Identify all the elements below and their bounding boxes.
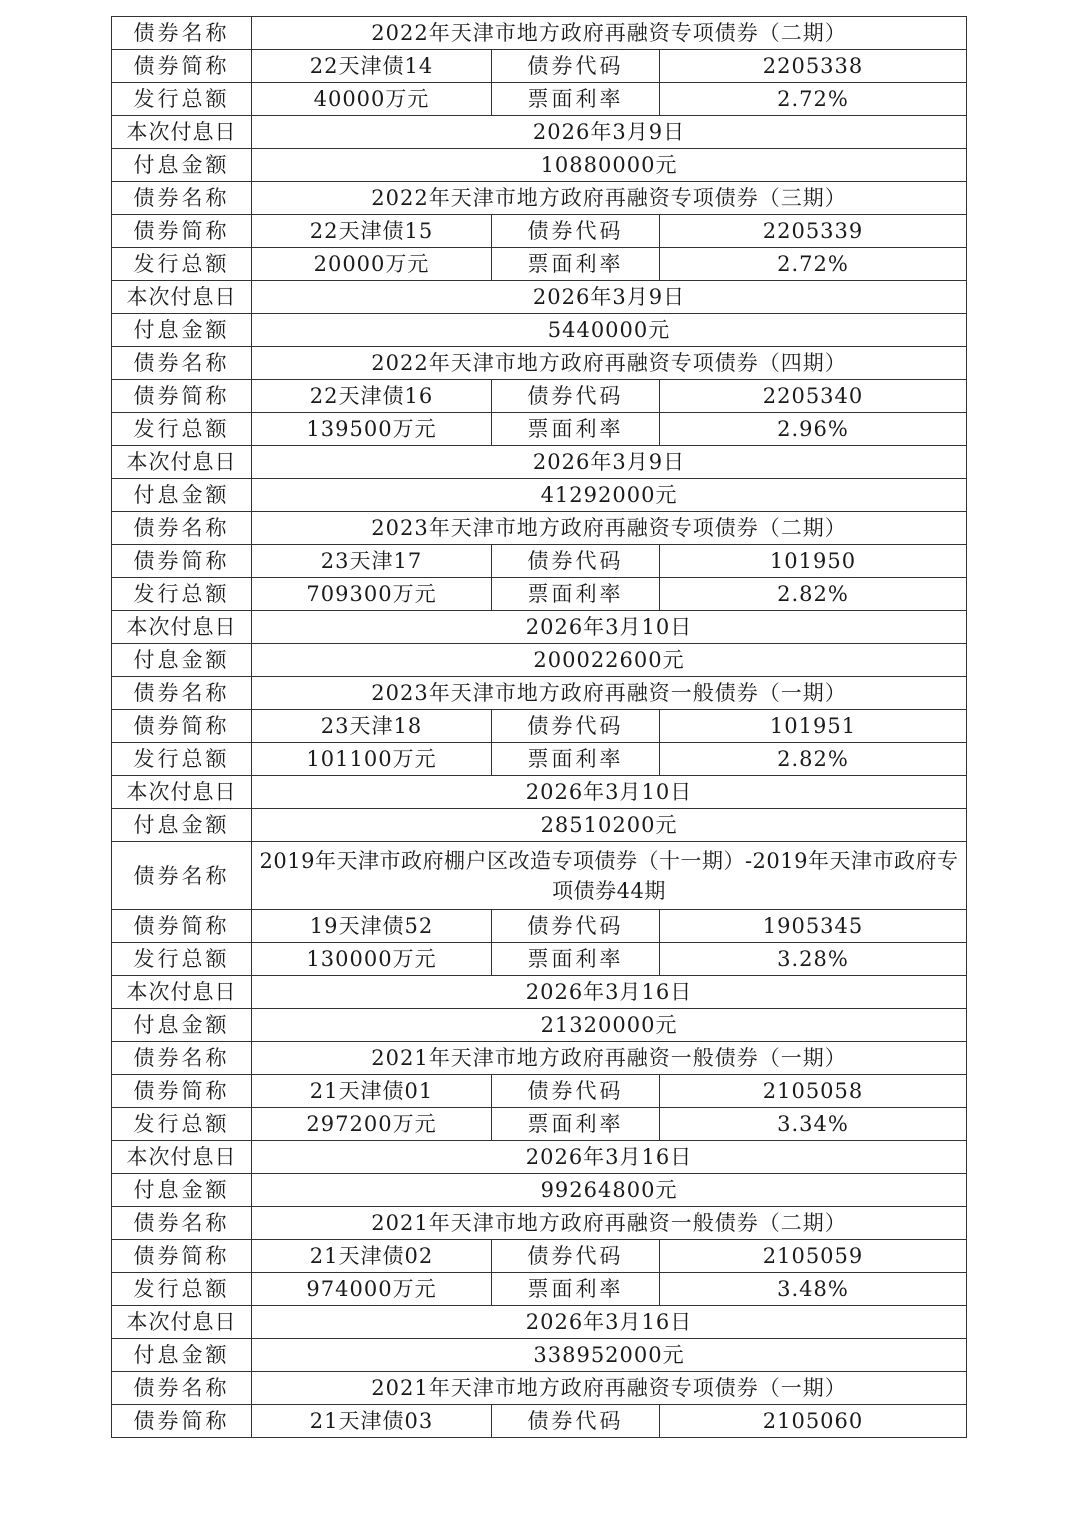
bond-3-short-row	[112, 380, 967, 413]
interest-amount: 5440000元	[252, 314, 967, 347]
issue-total-label: 发行总额	[112, 943, 252, 976]
issue-total-label: 发行总额	[112, 83, 252, 116]
bond-5-short-row	[112, 710, 967, 743]
bond-short-label: 债券简称	[112, 50, 252, 83]
bond-name: 2021年天津市地方政府再融资一般债券（一期）	[252, 1042, 967, 1075]
bond-short-name: 21天津债02	[252, 1240, 492, 1273]
payment-date: 2026年3月16日	[252, 1141, 967, 1174]
interest-amount-label: 付息金额	[112, 1174, 252, 1207]
coupon-rate: 2.72%	[660, 83, 967, 116]
bond-name: 2023年天津市地方政府再融资专项债券（二期）	[252, 512, 967, 545]
coupon-rate: 3.48%	[660, 1273, 967, 1306]
bond-4-total-row	[112, 578, 967, 611]
bond-name-label: 债券名称	[112, 17, 252, 50]
interest-amount-label: 付息金额	[112, 479, 252, 512]
bond-8-name-row	[112, 1207, 967, 1240]
bond-code-label: 债券代码	[492, 1405, 660, 1438]
payment-date: 2026年3月9日	[252, 116, 967, 149]
bond-short-name: 22天津债15	[252, 215, 492, 248]
payment-date: 2026年3月16日	[252, 1306, 967, 1339]
bond-short-label: 债券简称	[112, 910, 252, 943]
bond-9-short-row	[112, 1405, 967, 1438]
interest-amount-label: 付息金额	[112, 149, 252, 182]
bond-9-name-row	[112, 1372, 967, 1405]
issue-total: 297200万元	[252, 1108, 492, 1141]
issue-total: 20000万元	[252, 248, 492, 281]
issue-total: 40000万元	[252, 83, 492, 116]
bond-6-short-row	[112, 910, 967, 943]
interest-amount: 200022600元	[252, 644, 967, 677]
bond-4-date-row	[112, 611, 967, 644]
bond-4-short-row	[112, 545, 967, 578]
coupon-rate: 2.82%	[660, 578, 967, 611]
issue-total-label: 发行总额	[112, 1273, 252, 1306]
bond-short-name: 19天津债52	[252, 910, 492, 943]
bond-short-label: 债券简称	[112, 1405, 252, 1438]
bond-6-amount-row	[112, 1009, 967, 1042]
bond-interest-table	[111, 16, 967, 1438]
coupon-rate-label: 票面利率	[492, 578, 660, 611]
bond-1-date-row	[112, 116, 967, 149]
bond-short-label: 债券简称	[112, 545, 252, 578]
payment-date: 2026年3月10日	[252, 776, 967, 809]
payment-date: 2026年3月9日	[252, 281, 967, 314]
bond-code: 2105060	[660, 1405, 967, 1438]
payment-date-label: 本次付息日	[112, 281, 252, 314]
bond-short-name: 22天津债16	[252, 380, 492, 413]
bond-code: 2205338	[660, 50, 967, 83]
bond-code: 2205340	[660, 380, 967, 413]
bond-code-label: 债券代码	[492, 910, 660, 943]
bond-name-label: 债券名称	[112, 1372, 252, 1405]
bond-name-label: 债券名称	[112, 1042, 252, 1075]
bond-code-label: 债券代码	[492, 710, 660, 743]
bond-3-date-row	[112, 446, 967, 479]
bond-short-name: 23天津18	[252, 710, 492, 743]
bond-name: 2022年天津市地方政府再融资专项债券（四期）	[252, 347, 967, 380]
interest-amount: 99264800元	[252, 1174, 967, 1207]
coupon-rate-label: 票面利率	[492, 943, 660, 976]
coupon-rate: 2.96%	[660, 413, 967, 446]
bond-6-total-row	[112, 943, 967, 976]
coupon-rate: 2.72%	[660, 248, 967, 281]
coupon-rate-label: 票面利率	[492, 1108, 660, 1141]
bond-code: 101951	[660, 710, 967, 743]
bond-short-label: 债券简称	[112, 380, 252, 413]
bond-7-amount-row	[112, 1174, 967, 1207]
bond-8-date-row	[112, 1306, 967, 1339]
interest-amount: 10880000元	[252, 149, 967, 182]
bond-short-name: 21天津债01	[252, 1075, 492, 1108]
bond-4-amount-row	[112, 644, 967, 677]
payment-date-label: 本次付息日	[112, 1141, 252, 1174]
issue-total: 130000万元	[252, 943, 492, 976]
bond-1-name-row	[112, 17, 967, 50]
coupon-rate-label: 票面利率	[492, 413, 660, 446]
bond-code: 101950	[660, 545, 967, 578]
payment-date-label: 本次付息日	[112, 776, 252, 809]
bond-code-label: 债券代码	[492, 380, 660, 413]
bond-short-name: 22天津债14	[252, 50, 492, 83]
issue-total-label: 发行总额	[112, 578, 252, 611]
bond-2-name-row	[112, 182, 967, 215]
bond-8-total-row	[112, 1273, 967, 1306]
bond-3-amount-row	[112, 479, 967, 512]
issue-total: 709300万元	[252, 578, 492, 611]
payment-date-label: 本次付息日	[112, 116, 252, 149]
bond-name-label: 债券名称	[112, 677, 252, 710]
bond-code-label: 债券代码	[492, 1240, 660, 1273]
interest-amount: 338952000元	[252, 1339, 967, 1372]
bond-code-label: 债券代码	[492, 1075, 660, 1108]
payment-date: 2026年3月10日	[252, 611, 967, 644]
payment-date-label: 本次付息日	[112, 611, 252, 644]
coupon-rate: 2.82%	[660, 743, 967, 776]
bond-5-total-row	[112, 743, 967, 776]
coupon-rate-label: 票面利率	[492, 1273, 660, 1306]
interest-amount-label: 付息金额	[112, 809, 252, 842]
bond-name-label: 债券名称	[112, 1207, 252, 1240]
bond-6-name-row	[112, 842, 967, 910]
bond-5-date-row	[112, 776, 967, 809]
bond-2-total-row	[112, 248, 967, 281]
issue-total: 139500万元	[252, 413, 492, 446]
bond-name-label: 债券名称	[112, 182, 252, 215]
coupon-rate-label: 票面利率	[492, 248, 660, 281]
bond-8-short-row	[112, 1240, 967, 1273]
coupon-rate: 3.28%	[660, 943, 967, 976]
issue-total-label: 发行总额	[112, 743, 252, 776]
bond-short-label: 债券简称	[112, 1240, 252, 1273]
bond-code: 2105058	[660, 1075, 967, 1108]
issue-total-label: 发行总额	[112, 413, 252, 446]
bond-short-name: 21天津债03	[252, 1405, 492, 1438]
bond-short-label: 债券简称	[112, 710, 252, 743]
bond-7-name-row	[112, 1042, 967, 1075]
bond-short-label: 债券简称	[112, 215, 252, 248]
issue-total-label: 发行总额	[112, 1108, 252, 1141]
interest-amount-label: 付息金额	[112, 1009, 252, 1042]
bond-1-short-row	[112, 50, 967, 83]
bond-short-label: 债券简称	[112, 1075, 252, 1108]
coupon-rate: 3.34%	[660, 1108, 967, 1141]
bond-short-name: 23天津17	[252, 545, 492, 578]
bond-name-label: 债券名称	[112, 347, 252, 380]
bond-name-label: 债券名称	[112, 512, 252, 545]
bond-name: 2021年天津市地方政府再融资专项债券（一期）	[252, 1372, 967, 1405]
bond-name: 2023年天津市地方政府再融资一般债券（一期）	[252, 677, 967, 710]
issue-total: 101100万元	[252, 743, 492, 776]
bond-1-total-row	[112, 83, 967, 116]
bond-name: 2021年天津市地方政府再融资一般债券（二期）	[252, 1207, 967, 1240]
bond-2-amount-row	[112, 314, 967, 347]
payment-date: 2026年3月16日	[252, 976, 967, 1009]
interest-amount-label: 付息金额	[112, 644, 252, 677]
bond-2-short-row	[112, 215, 967, 248]
bond-8-amount-row	[112, 1339, 967, 1372]
interest-amount-label: 付息金额	[112, 314, 252, 347]
bond-code: 1905345	[660, 910, 967, 943]
bond-5-amount-row	[112, 809, 967, 842]
interest-amount: 28510200元	[252, 809, 967, 842]
payment-date-label: 本次付息日	[112, 446, 252, 479]
bond-code-label: 债券代码	[492, 50, 660, 83]
payment-date-label: 本次付息日	[112, 976, 252, 1009]
interest-amount-label: 付息金额	[112, 1339, 252, 1372]
bond-3-name-row	[112, 347, 967, 380]
bond-code-label: 债券代码	[492, 545, 660, 578]
bond-name: 2022年天津市地方政府再融资专项债券（三期）	[252, 182, 967, 215]
bond-name: 2019年天津市政府棚户区改造专项债券（十一期）-2019年天津市政府专项债券44期	[252, 842, 967, 910]
payment-date-label: 本次付息日	[112, 1306, 252, 1339]
bond-2-date-row	[112, 281, 967, 314]
interest-amount: 41292000元	[252, 479, 967, 512]
coupon-rate-label: 票面利率	[492, 743, 660, 776]
issue-total-label: 发行总额	[112, 248, 252, 281]
bond-7-date-row	[112, 1141, 967, 1174]
issue-total: 974000万元	[252, 1273, 492, 1306]
payment-date: 2026年3月9日	[252, 446, 967, 479]
bond-code-label: 债券代码	[492, 215, 660, 248]
bond-7-short-row	[112, 1075, 967, 1108]
bond-code: 2205339	[660, 215, 967, 248]
bond-1-amount-row	[112, 149, 967, 182]
bond-7-total-row	[112, 1108, 967, 1141]
interest-amount: 21320000元	[252, 1009, 967, 1042]
bond-code: 2105059	[660, 1240, 967, 1273]
bond-3-total-row	[112, 413, 967, 446]
bond-name-label: 债券名称	[112, 842, 252, 910]
bond-6-date-row	[112, 976, 967, 1009]
bond-4-name-row	[112, 512, 967, 545]
coupon-rate-label: 票面利率	[492, 83, 660, 116]
bond-5-name-row	[112, 677, 967, 710]
bond-name: 2022年天津市地方政府再融资专项债券（二期）	[252, 17, 967, 50]
